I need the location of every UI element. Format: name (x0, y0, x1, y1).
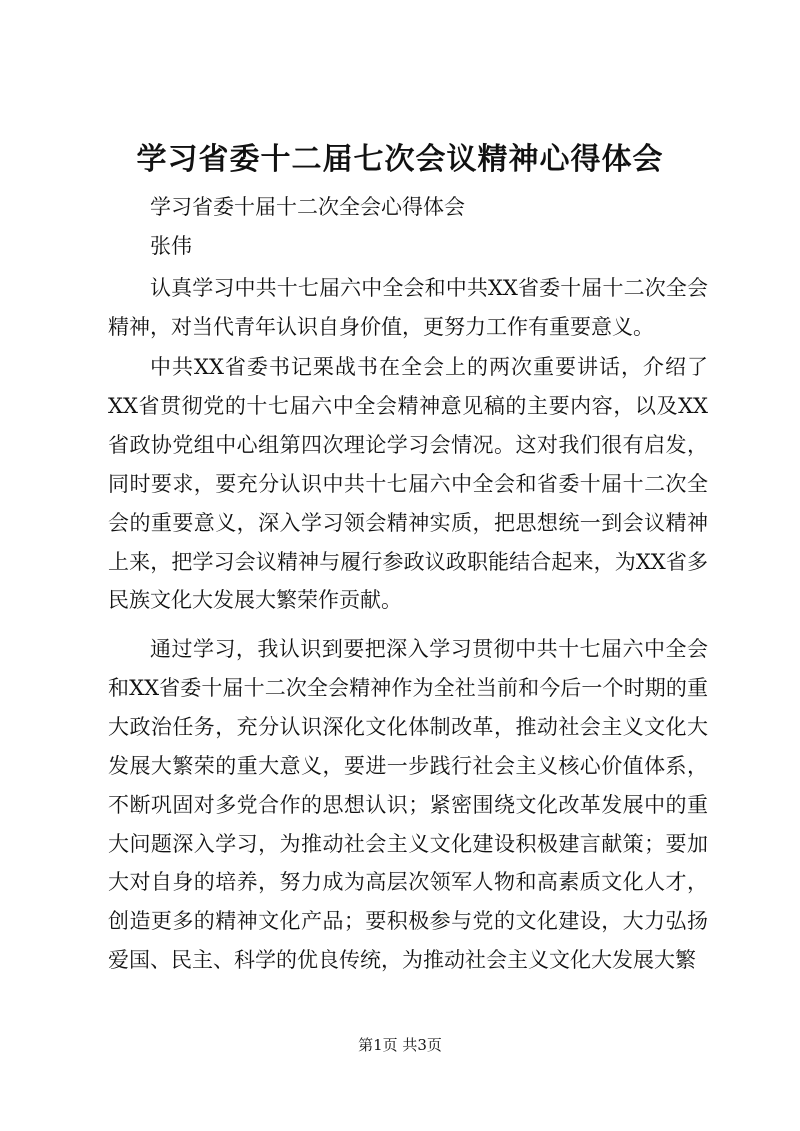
document-title: 学习省委十二届七次会议精神心得体会 (136, 142, 664, 177)
paragraph-3: 通过学习，我认识到要把深入学习贯彻中共十七届六中全会和XX省委十届十二次全会精神作为全社当前和今后一个时期的重大政治任务，充分认识深化文化体制改革，推动社会主义文化大发展大繁荣的重大意义，要进一步践行社会主义核心价值体系，不断巩固对多党合作的思想认识；紧密围绕文化改革发展中的重大问题深入学习，为推动社会主义文化建设积极建言献策；要加大对自身的培养，努力成为高层次领军人物和高素质文化人才，创造更多的精神文化产品；要积极参与党的文化建设，大力弘扬爱国、民主、科学的优良传统，为推动社会主义文化大发展大繁 (108, 637, 708, 973)
document-author: 张伟 (150, 234, 192, 258)
document-subtitle: 学习省委十届十二次全会心得体会 (150, 195, 465, 219)
paragraph-2: 中共XX省委书记栗战书在全会上的两次重要讲话，介绍了XX省贯彻党的十七届六中全会精神意见稿的主要内容，以及XX省政协党组中心组第四次理论学习会情况。这对我们很有启发，同时要求，要充分认识中共十七届六中全会和省委十届十二次全会的重要意义，深入学习领会精神实质，把思想统一到会议精神上来，把学习会议精神与履行参政议政职能结合起来，为XX省多民族文化大发展大繁荣作贡献。 (108, 355, 708, 613)
paragraph-1: 认真学习中共十七届六中全会和中共XX省委十届十二次全会精神，对当代青年认识自身价值，更努力工作有重要意义。 (108, 276, 708, 339)
page-number-footer: 第1页 共3页 (358, 1036, 442, 1054)
